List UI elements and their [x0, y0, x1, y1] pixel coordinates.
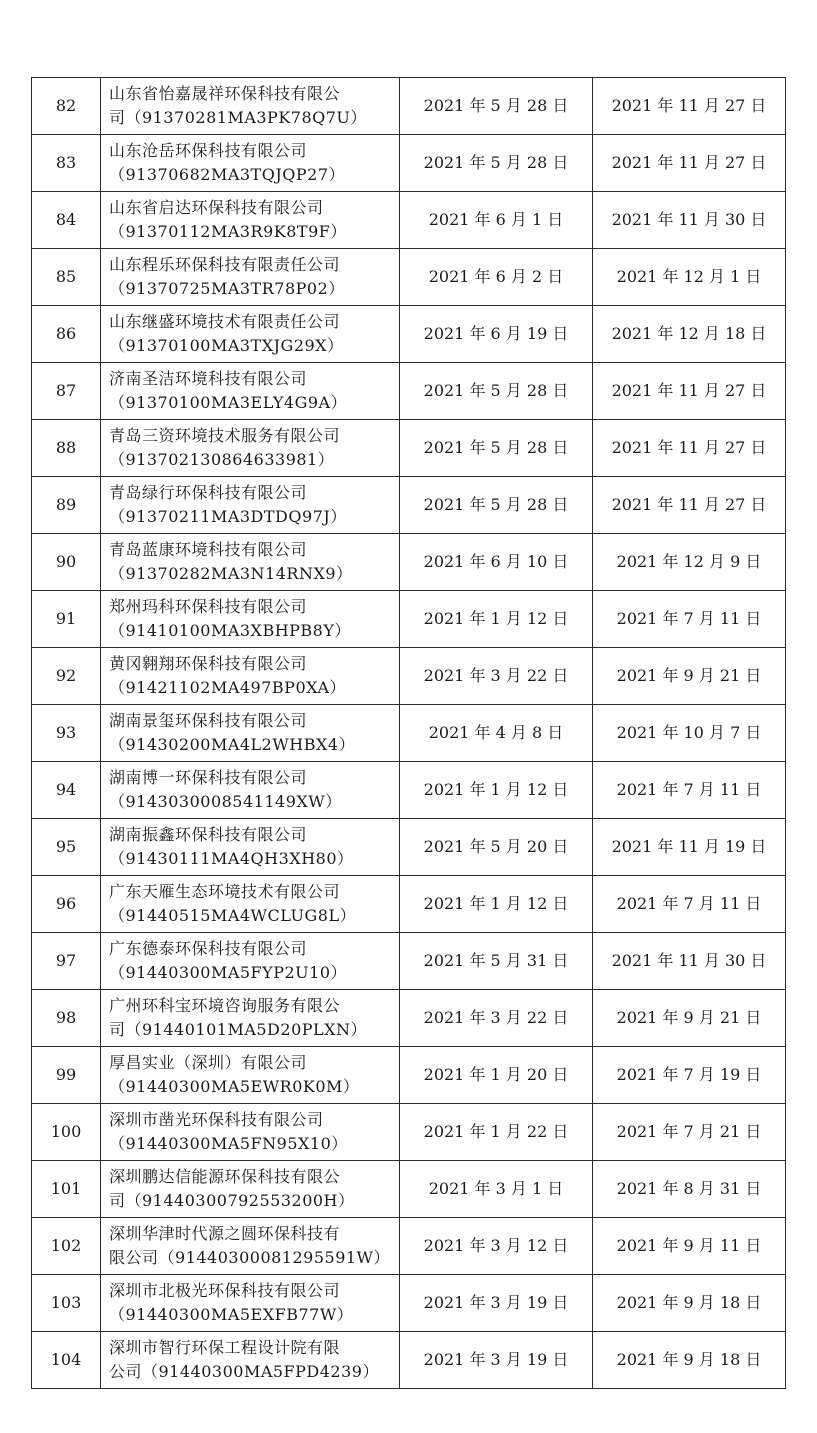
company-credit-code: 限公司（91440300081295591W）: [109, 1248, 391, 1267]
end-date: 2021 年 11 月 30 日: [593, 933, 786, 990]
company-name: 青岛蓝康环境科技有限公司: [109, 540, 308, 559]
table-row: [32, 363, 786, 420]
row-number: 99: [32, 1047, 101, 1104]
company-cell: [101, 1104, 400, 1161]
table-row: [32, 762, 786, 819]
company-credit-code: （91410100MA3XBHPB8Y）: [109, 621, 351, 640]
company-name: 湖南振鑫环保科技有限公司: [109, 825, 308, 844]
table-body: [32, 78, 786, 1389]
company-cell: [101, 819, 400, 876]
company-name: 山东沧岳环保科技有限公司: [109, 141, 308, 160]
company-name: 深圳华津时代源之圆环保科技有: [109, 1224, 341, 1243]
company-cell: [101, 420, 400, 477]
row-number: 90: [32, 534, 101, 591]
start-date: 2021 年 1 月 20 日: [400, 1047, 593, 1104]
company-credit-code: 司（91440300792553200H）: [109, 1191, 355, 1210]
table-row: [32, 1047, 786, 1104]
company-credit-code: （91370211MA3DTDQ97J）: [109, 507, 347, 526]
company-cell: [101, 1218, 400, 1275]
table-row: [32, 591, 786, 648]
start-date: 2021 年 4 月 8 日: [400, 705, 593, 762]
company-credit-code: 司（91440101MA5D20PLXN）: [109, 1020, 368, 1039]
row-number: 100: [32, 1104, 101, 1161]
company-name: 深圳市北极光环保科技有限公司: [109, 1281, 341, 1300]
start-date: 2021 年 3 月 19 日: [400, 1332, 593, 1389]
table-row: [32, 306, 786, 363]
table-row: [32, 648, 786, 705]
company-name: 深圳市智行环保工程设计院有限: [109, 1338, 341, 1357]
company-cell: [101, 363, 400, 420]
company-credit-code: （91370282MA3N14RNX9）: [109, 564, 353, 583]
company-table: [31, 77, 786, 1389]
company-credit-code: （91440300MA5FN95X10）: [109, 1134, 348, 1153]
start-date: 2021 年 5 月 28 日: [400, 78, 593, 135]
start-date: 2021 年 1 月 22 日: [400, 1104, 593, 1161]
table-row: [32, 1104, 786, 1161]
company-credit-code: （91440300MA5EXFB77W）: [109, 1305, 354, 1324]
start-date: 2021 年 5 月 28 日: [400, 477, 593, 534]
table-row: [32, 135, 786, 192]
table-row: [32, 933, 786, 990]
company-name: 广东德泰环保科技有限公司: [109, 939, 308, 958]
company-credit-code: （91370682MA3TQJQP27）: [109, 165, 346, 184]
company-name: 山东程乐环保科技有限责任公司: [109, 255, 341, 274]
row-number: 89: [32, 477, 101, 534]
row-number: 97: [32, 933, 101, 990]
company-credit-code: （91440300MA5EWR0K0M）: [109, 1077, 360, 1096]
table-row: [32, 249, 786, 306]
company-credit-code: （91370725MA3TR78P02）: [109, 279, 345, 298]
company-name: 广州环科宝环境咨询服务有限公: [109, 996, 341, 1015]
table-row: [32, 1275, 786, 1332]
company-name: 山东省怡嘉晟祥环保科技有限公: [109, 84, 341, 103]
company-cell: [101, 477, 400, 534]
company-cell: [101, 591, 400, 648]
row-number: 86: [32, 306, 101, 363]
end-date: 2021 年 10 月 7 日: [593, 705, 786, 762]
end-date: 2021 年 12 月 18 日: [593, 306, 786, 363]
end-date: 2021 年 9 月 11 日: [593, 1218, 786, 1275]
start-date: 2021 年 1 月 12 日: [400, 876, 593, 933]
end-date: 2021 年 9 月 18 日: [593, 1332, 786, 1389]
end-date: 2021 年 7 月 11 日: [593, 876, 786, 933]
end-date: 2021 年 9 月 18 日: [593, 1275, 786, 1332]
row-number: 104: [32, 1332, 101, 1389]
start-date: 2021 年 1 月 12 日: [400, 591, 593, 648]
table-row: [32, 705, 786, 762]
table-row: [32, 192, 786, 249]
company-credit-code: （91430111MA4QH3XH80）: [109, 849, 354, 868]
company-name: 深圳市凿光环保科技有限公司: [109, 1110, 324, 1129]
end-date: 2021 年 11 月 27 日: [593, 135, 786, 192]
start-date: 2021 年 5 月 31 日: [400, 933, 593, 990]
company-cell: [101, 762, 400, 819]
company-cell: [101, 306, 400, 363]
row-number: 84: [32, 192, 101, 249]
company-name: 广东天雁生态环境技术有限公司: [109, 882, 341, 901]
table-row: [32, 876, 786, 933]
end-date: 2021 年 7 月 19 日: [593, 1047, 786, 1104]
company-cell: [101, 705, 400, 762]
end-date: 2021 年 11 月 19 日: [593, 819, 786, 876]
start-date: 2021 年 6 月 2 日: [400, 249, 593, 306]
row-number: 93: [32, 705, 101, 762]
company-cell: [101, 135, 400, 192]
company-name: 青岛三资环境技术服务有限公司: [109, 426, 341, 445]
row-number: 102: [32, 1218, 101, 1275]
start-date: 2021 年 5 月 28 日: [400, 420, 593, 477]
company-cell: [101, 1332, 400, 1389]
table-row: [32, 1161, 786, 1218]
row-number: 92: [32, 648, 101, 705]
row-number: 87: [32, 363, 101, 420]
company-credit-code: （91370100MA3TXJG29X）: [109, 336, 344, 355]
company-name: 山东继盛环境技术有限责任公司: [109, 312, 341, 331]
table-row: [32, 78, 786, 135]
table-row: [32, 1218, 786, 1275]
end-date: 2021 年 8 月 31 日: [593, 1161, 786, 1218]
end-date: 2021 年 9 月 21 日: [593, 648, 786, 705]
company-name: 湖南景玺环保科技有限公司: [109, 711, 308, 730]
company-cell: [101, 1275, 400, 1332]
company-name: 深圳鹏达信能源环保科技有限公: [109, 1167, 341, 1186]
row-number: 82: [32, 78, 101, 135]
start-date: 2021 年 3 月 12 日: [400, 1218, 593, 1275]
start-date: 2021 年 1 月 12 日: [400, 762, 593, 819]
row-number: 103: [32, 1275, 101, 1332]
row-number: 83: [32, 135, 101, 192]
row-number: 91: [32, 591, 101, 648]
start-date: 2021 年 6 月 19 日: [400, 306, 593, 363]
end-date: 2021 年 11 月 27 日: [593, 78, 786, 135]
company-cell: [101, 648, 400, 705]
company-cell: [101, 78, 400, 135]
company-name: 厚昌实业（深圳）有限公司: [109, 1053, 308, 1072]
table-row: [32, 477, 786, 534]
start-date: 2021 年 5 月 28 日: [400, 363, 593, 420]
start-date: 2021 年 5 月 28 日: [400, 135, 593, 192]
company-cell: [101, 534, 400, 591]
row-number: 94: [32, 762, 101, 819]
end-date: 2021 年 11 月 30 日: [593, 192, 786, 249]
end-date: 2021 年 12 月 9 日: [593, 534, 786, 591]
table-row: [32, 1332, 786, 1389]
table-row: [32, 534, 786, 591]
company-cell: [101, 990, 400, 1047]
row-number: 88: [32, 420, 101, 477]
company-credit-code: （9143030008541149XW）: [109, 792, 342, 811]
end-date: 2021 年 9 月 21 日: [593, 990, 786, 1047]
end-date: 2021 年 7 月 11 日: [593, 591, 786, 648]
end-date: 2021 年 11 月 27 日: [593, 420, 786, 477]
end-date: 2021 年 11 月 27 日: [593, 477, 786, 534]
start-date: 2021 年 3 月 19 日: [400, 1275, 593, 1332]
company-name: 青岛绿行环保科技有限公司: [109, 483, 308, 502]
company-credit-code: （91440515MA4WCLUG8L）: [109, 906, 357, 925]
company-cell: [101, 876, 400, 933]
company-cell: [101, 1047, 400, 1104]
start-date: 2021 年 6 月 10 日: [400, 534, 593, 591]
company-name: 郑州玛科环保科技有限公司: [109, 597, 308, 616]
company-credit-code: （91440300MA5FYP2U10）: [109, 963, 348, 982]
company-credit-code: 司（91370281MA3PK78Q7U）: [109, 108, 367, 127]
end-date: 2021 年 7 月 21 日: [593, 1104, 786, 1161]
table-row: [32, 819, 786, 876]
row-number: 98: [32, 990, 101, 1047]
start-date: 2021 年 3 月 22 日: [400, 648, 593, 705]
row-number: 85: [32, 249, 101, 306]
start-date: 2021 年 5 月 20 日: [400, 819, 593, 876]
company-credit-code: （91430200MA4L2WHBX4）: [109, 735, 356, 754]
company-credit-code: （91370100MA3ELY4G9A）: [109, 393, 348, 412]
start-date: 2021 年 3 月 1 日: [400, 1161, 593, 1218]
company-name: 湖南博一环保科技有限公司: [109, 768, 308, 787]
company-cell: [101, 249, 400, 306]
end-date: 2021 年 7 月 11 日: [593, 762, 786, 819]
table-row: [32, 990, 786, 1047]
end-date: 2021 年 12 月 1 日: [593, 249, 786, 306]
company-name: 山东省启达环保科技有限公司: [109, 198, 324, 217]
row-number: 95: [32, 819, 101, 876]
company-credit-code: （913702130864633981）: [109, 450, 335, 469]
row-number: 96: [32, 876, 101, 933]
company-name: 济南圣洁环境科技有限公司: [109, 369, 308, 388]
company-credit-code: （91421102MA497BP0XA）: [109, 678, 346, 697]
company-cell: [101, 1161, 400, 1218]
company-cell: [101, 192, 400, 249]
row-number: 101: [32, 1161, 101, 1218]
end-date: 2021 年 11 月 27 日: [593, 363, 786, 420]
company-name: 黄冈翱翔环保科技有限公司: [109, 654, 308, 673]
table-row: [32, 420, 786, 477]
company-cell: [101, 933, 400, 990]
start-date: 2021 年 6 月 1 日: [400, 192, 593, 249]
company-credit-code: 公司（91440300MA5FPD4239）: [109, 1362, 379, 1381]
company-credit-code: （91370112MA3R9K8T9F）: [109, 222, 347, 241]
start-date: 2021 年 3 月 22 日: [400, 990, 593, 1047]
